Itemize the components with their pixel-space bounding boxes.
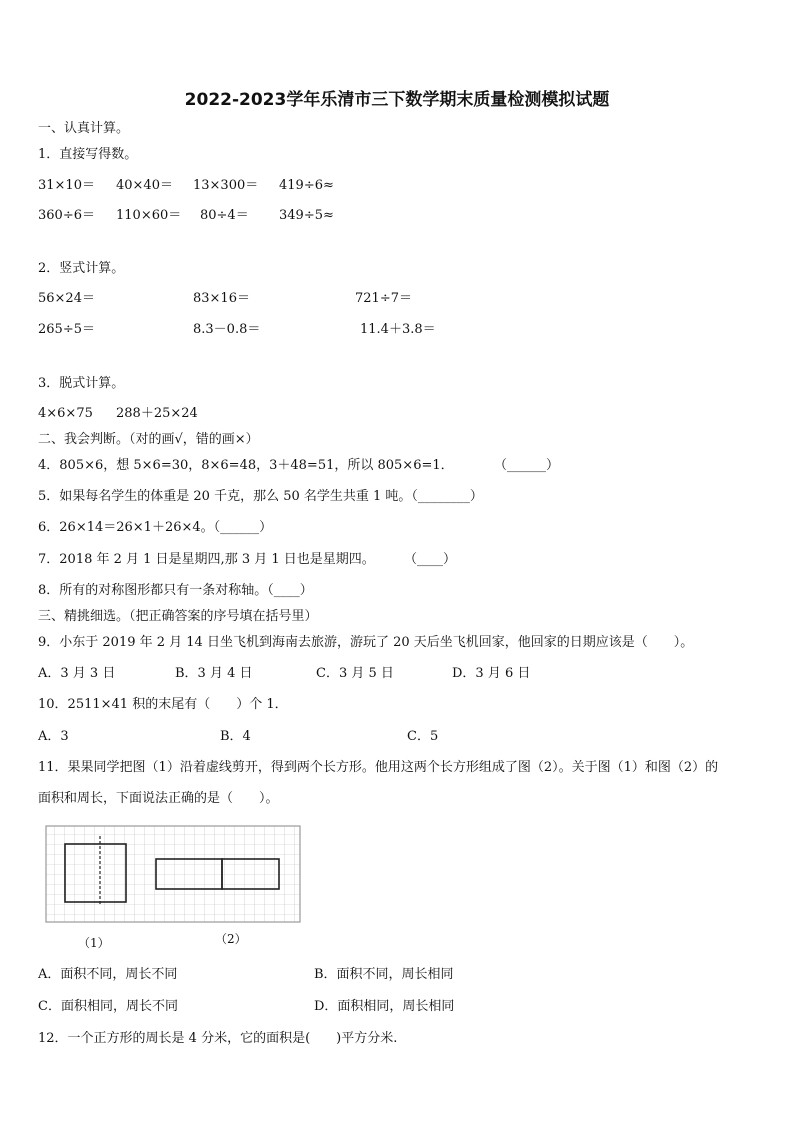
q3-item: 288＋25×24 bbox=[116, 406, 198, 421]
q2-item: 265÷5＝ bbox=[38, 322, 95, 337]
q10-option-a[interactable]: A．3 bbox=[38, 729, 69, 744]
q4-answer-blank[interactable]: （______） bbox=[494, 458, 560, 473]
q11-text-line2: 面积和周长，下面说法正确的是（ ）。 bbox=[38, 791, 279, 806]
q11-option-c[interactable]: C．面积相同，周长不同 bbox=[38, 999, 178, 1014]
q9-option-b[interactable]: B．3 月 4 日 bbox=[175, 666, 253, 681]
q1-item: 110×60＝ bbox=[116, 208, 182, 223]
q3-heading: 3．脱式计算。 bbox=[38, 376, 125, 391]
q2-item: 56×24＝ bbox=[38, 291, 95, 306]
q10-option-b[interactable]: B．4 bbox=[220, 729, 251, 744]
section-heading-1: 一、认真计算。 bbox=[38, 121, 130, 136]
section-heading-2: 二、我会判断。（对的画√，错的画×） bbox=[38, 432, 259, 447]
q4-text: 4．805×6，想 5×6=30，8×6=48，3＋48=51，所以 805×6=1． bbox=[38, 458, 454, 473]
q7-answer-blank[interactable]: （____） bbox=[404, 552, 457, 567]
section-heading-3: 三、精挑细选。（把正确答案的序号填在括号里） bbox=[38, 609, 318, 624]
q1-item: 419÷6≈ bbox=[279, 178, 334, 193]
figure-1-label: （1） bbox=[78, 936, 110, 950]
q2-heading: 2．竖式计算。 bbox=[38, 261, 125, 276]
q9-option-c[interactable]: C．3 月 5 日 bbox=[316, 666, 394, 681]
page-title: 2022-2023学年乐清市三下数学期末质量检测模拟试题 bbox=[184, 90, 610, 110]
q10-text: 10．2511×41 积的末尾有（ ）个 1． bbox=[38, 697, 288, 712]
q11-text-line1: 11．果果同学把图（1）沿着虚线剪开，得到两个长方形。他用这两个长方形组成了图（2）。关于图（1）和图（2）的 bbox=[38, 760, 719, 775]
q3-item: 4×6×75 bbox=[38, 406, 93, 421]
q9-text: 9．小东于 2019 年 2 月 14 日坐飞机到海南去旅游，游玩了 20 天后坐飞机回家，他回家的日期应该是（ ）。 bbox=[38, 635, 694, 650]
grid-figure-svg bbox=[44, 824, 302, 924]
q1-item: 40×40＝ bbox=[116, 178, 173, 193]
q8-text: 8．所有的对称图形都只有一条对称轴。（____） bbox=[38, 583, 313, 598]
q11-grid-figure bbox=[44, 824, 302, 924]
q11-option-b[interactable]: B．面积不同，周长相同 bbox=[314, 967, 454, 982]
q9-option-a[interactable]: A．3 月 3 日 bbox=[38, 666, 116, 681]
q10-option-c[interactable]: C．5 bbox=[407, 729, 439, 744]
q1-item: 31×10＝ bbox=[38, 178, 95, 193]
q1-heading: 1．直接写得数。 bbox=[38, 147, 138, 162]
q1-item: 360÷6＝ bbox=[38, 208, 95, 223]
q2-item: 8.3－0.8＝ bbox=[193, 322, 261, 337]
q1-item: 80÷4＝ bbox=[200, 208, 249, 223]
q5-text: 5．如果每名学生的体重是 20 千克，那么 50 名学生共重 1 吨。（________） bbox=[38, 489, 483, 504]
q6-text: 6．26×14＝26×1＋26×4。（______） bbox=[38, 520, 273, 535]
q1-item: 13×300＝ bbox=[193, 178, 259, 193]
q12-text: 12．一个正方形的周长是 4 分米，它的面积是( )平方分米. bbox=[38, 1031, 398, 1046]
q7-text: 7．2018 年 2 月 1 日是星期四,那 3 月 1 日也是星期四。 bbox=[38, 552, 375, 567]
figure-2-label: （2） bbox=[215, 932, 247, 946]
q11-option-a[interactable]: A．面积不同，周长不同 bbox=[38, 967, 178, 982]
grid-background bbox=[46, 826, 300, 922]
q2-item: 721÷7＝ bbox=[355, 291, 412, 306]
q2-item: 83×16＝ bbox=[193, 291, 250, 306]
q1-item: 349÷5≈ bbox=[279, 208, 334, 223]
q9-option-d[interactable]: D．3 月 6 日 bbox=[452, 666, 531, 681]
q2-item: 11.4＋3.8＝ bbox=[360, 322, 436, 337]
q11-option-d[interactable]: D．面积相同，周长相同 bbox=[314, 999, 455, 1014]
